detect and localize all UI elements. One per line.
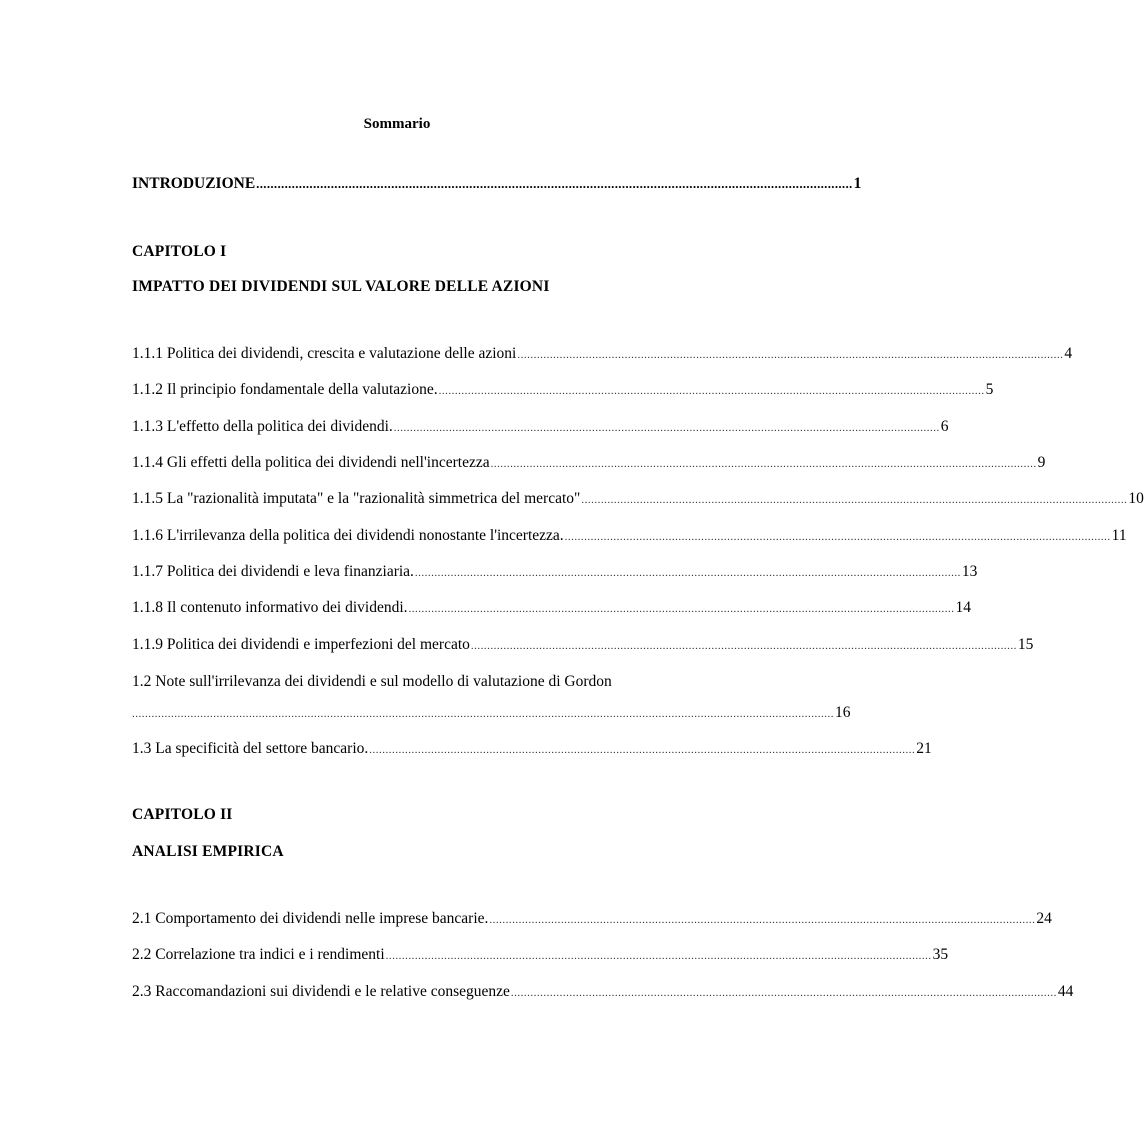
- toc-entry-page: 44: [1057, 983, 1074, 1000]
- toc-entry[interactable]: [132, 454, 1046, 472]
- toc-entry-page: 5: [985, 381, 994, 398]
- toc-entry-label: 2.1 Comportamento dei dividendi nelle imprese bancarie.: [132, 910, 489, 927]
- toc-leader-dots: ........................................................................................................................................................................: [385, 950, 932, 962]
- toc-leader-dots: ........................................................................................................................................................................: [414, 567, 961, 579]
- toc-entry[interactable]: [132, 910, 1052, 928]
- toc-leader-dots: ........................................................................................................................................................................: [517, 349, 1064, 361]
- toc-leader-dots: ........................................................................................................................................................................: [581, 494, 1128, 506]
- toc-leader-dots: ........................................................................................................................................................................: [408, 603, 955, 615]
- toc-entry-page: 6: [940, 418, 949, 435]
- toc-entry-label: 1.2 Note sull'irrilevanza dei dividendi e sul modello di valutazione di Gordon: [132, 673, 612, 690]
- toc-entry-page: 10: [1128, 490, 1144, 507]
- toc-entry[interactable]: [132, 599, 972, 617]
- toc-leader-dots: ........................................................................................................................................................................: [393, 422, 940, 434]
- toc-entry-page: 24: [1036, 910, 1052, 927]
- chapter-2-number: CAPITOLO II: [132, 806, 233, 823]
- toc-entry[interactable]: [132, 381, 994, 399]
- toc-leader-dots: ........................................................................................................................................................................: [256, 176, 853, 191]
- toc-entry[interactable]: [132, 345, 1073, 363]
- toc-entry-label: INTRODUZIONE: [132, 175, 256, 192]
- toc-entry[interactable]: [132, 636, 1034, 654]
- toc-entry-label: 1.1.6 L'irrilevanza della politica dei dividendi nonostante l'incertezza.: [132, 527, 564, 544]
- toc-entry[interactable]: [132, 946, 949, 964]
- toc-leader-dots: ........................................................................................................................................................................: [564, 531, 1111, 543]
- toc-entry-label: 1.1.9 Politica dei dividendi e imperfezioni del mercato: [132, 636, 470, 653]
- toc-entry-page: 11: [1111, 527, 1127, 544]
- toc-entry-label: 1.1.5 La "razionalità imputata" e la "razionalità simmetrica del mercato": [132, 490, 581, 507]
- toc-entry-label: 1.1.7 Politica dei dividendi e leva finanziaria.: [132, 563, 414, 580]
- toc-entry-label: 1.1.3 L'effetto della politica dei dividendi.: [132, 418, 393, 435]
- toc-entry[interactable]: [132, 418, 949, 436]
- toc-leader-dots: ........................................................................................................................................................................................................................: [132, 708, 834, 720]
- chapter-1-number: CAPITOLO I: [132, 243, 227, 260]
- toc-entry-page: 13: [961, 563, 978, 580]
- toc-entry[interactable]: [132, 527, 1127, 545]
- toc-entry[interactable]: [132, 983, 1074, 1001]
- toc-entry-label: 2.3 Raccomandazioni sui dividendi e le relative conseguenze: [132, 983, 510, 1000]
- toc-entry-label: 2.2 Correlazione tra indici e i rendimenti: [132, 946, 385, 963]
- toc-entry-wrapped[interactable]: [132, 673, 680, 691]
- document-title: Sommario: [363, 116, 431, 132]
- toc-leader-dots: ........................................................................................................................................................................: [438, 385, 985, 397]
- toc-entry-label: 1.1.2 Il principio fondamentale della valutazione.: [132, 381, 438, 398]
- toc-entry-page: 35: [932, 946, 949, 963]
- toc-entry-label: 1.3 La specificità del settore bancario.: [132, 740, 369, 757]
- toc-leader-dots: ........................................................................................................................................................................: [470, 640, 1017, 652]
- toc-entry-page: 16: [835, 704, 851, 721]
- toc-entry-label: 1.1.1 Politica dei dividendi, crescita e valutazione delle azioni: [132, 345, 517, 362]
- toc-leader-dots: ........................................................................................................................................................................: [510, 987, 1057, 999]
- toc-entry-page: 21: [916, 740, 932, 757]
- toc-entry[interactable]: [132, 490, 1144, 508]
- toc-leader-dots: ........................................................................................................................................................................: [489, 914, 1036, 926]
- toc-entry-introduzione[interactable]: [132, 175, 862, 193]
- toc-entry-page: 1: [853, 175, 862, 192]
- toc-leader-dots: ........................................................................................................................................................................: [369, 744, 916, 756]
- toc-entry-page: 4: [1064, 345, 1073, 362]
- chapter-1-title: IMPATTO DEI DIVIDENDI SUL VALORE DELLE AZIONI: [132, 278, 550, 295]
- toc-entry-page: 9: [1037, 454, 1046, 471]
- toc-entry-page: 14: [955, 599, 972, 616]
- toc-entry[interactable]: [132, 740, 932, 758]
- chapter-2-title: ANALISI EMPIRICA: [132, 843, 284, 860]
- toc-entry-label: 1.1.8 Il contenuto informativo dei dividendi.: [132, 599, 408, 616]
- toc-entry-continuation[interactable]: [132, 704, 851, 722]
- toc-entry-page: 15: [1017, 636, 1034, 653]
- toc-entry[interactable]: [132, 563, 978, 581]
- toc-entry-label: 1.1.4 Gli effetti della politica dei dividendi nell'incertezza: [132, 454, 490, 471]
- toc-leader-dots: ........................................................................................................................................................................: [490, 458, 1037, 470]
